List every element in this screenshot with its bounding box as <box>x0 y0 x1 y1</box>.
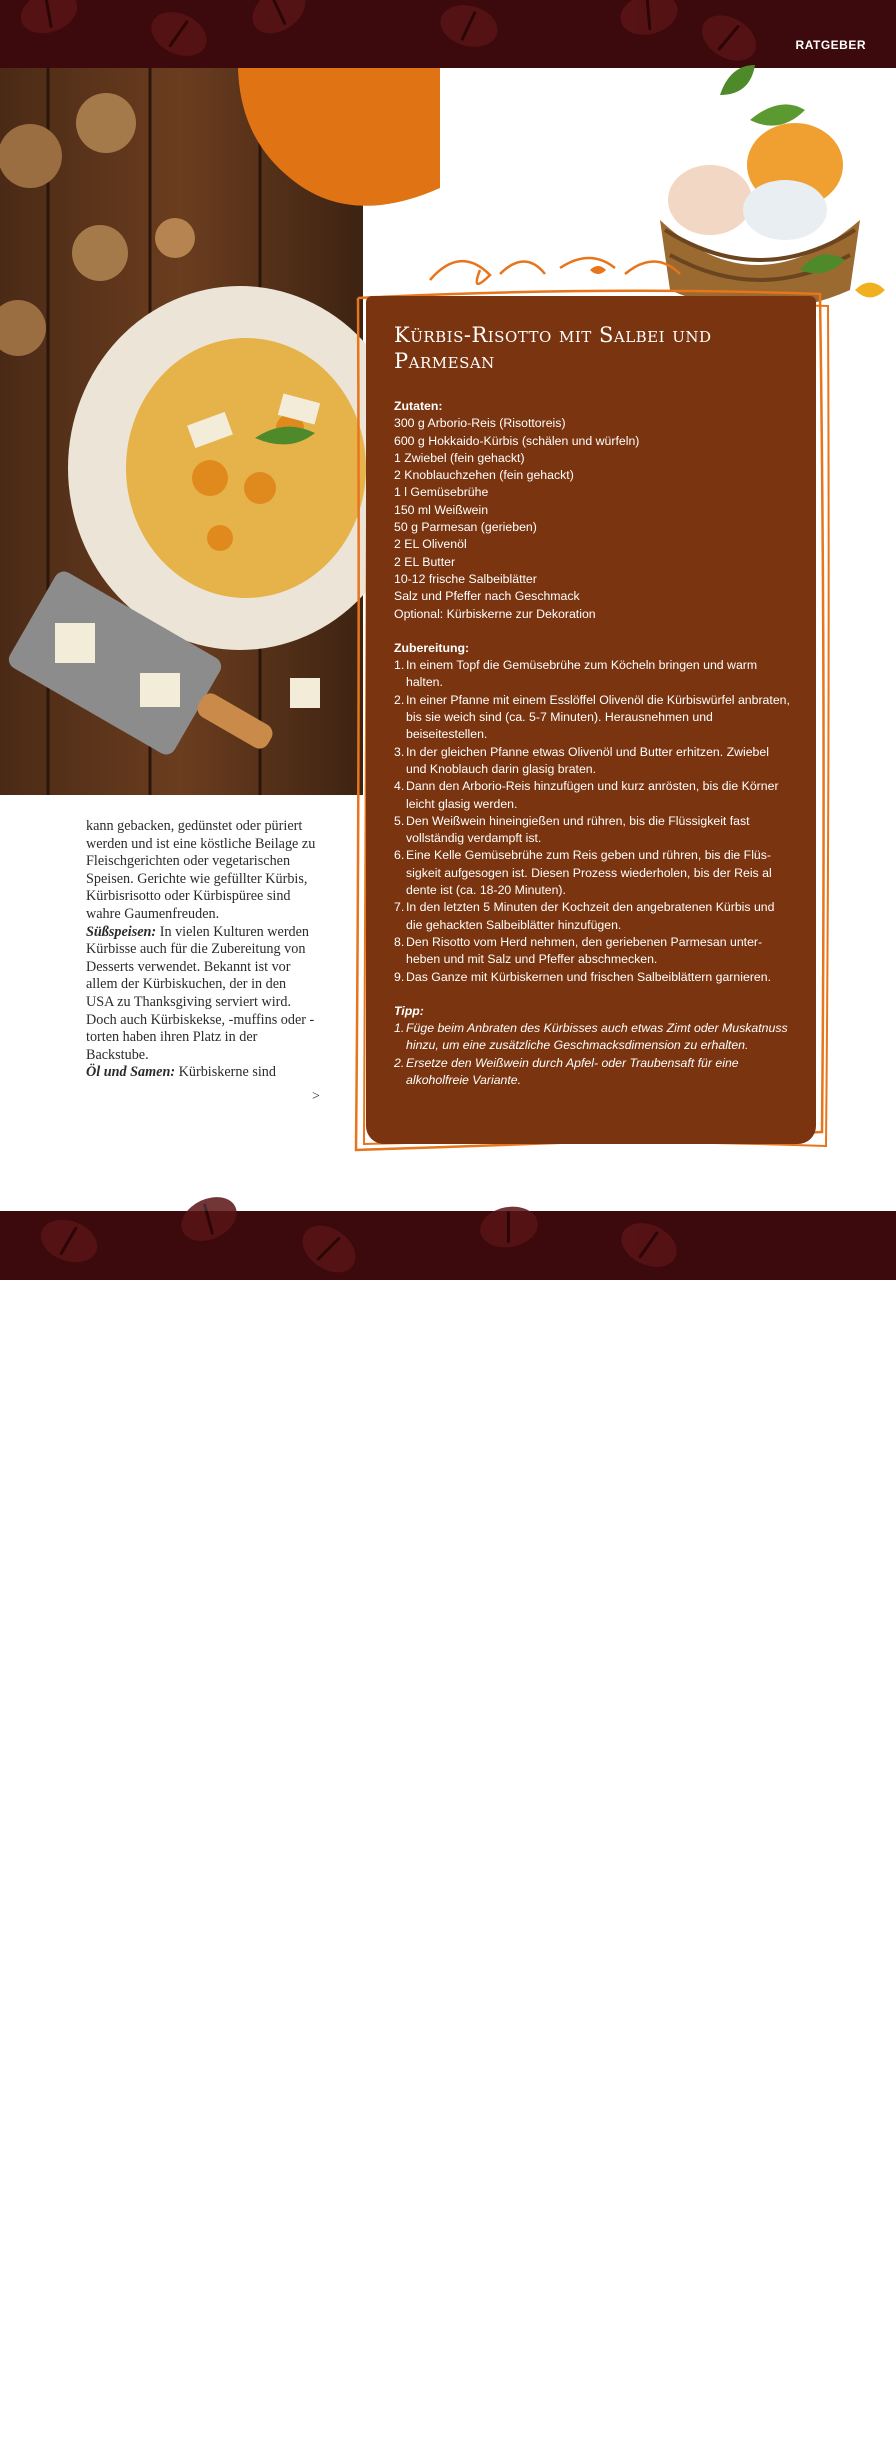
ingredients-list <box>394 415 790 623</box>
tips-list <box>394 1020 790 1089</box>
recipe-title: Kürbis-Risotto mit Salbei und Parmesan <box>394 323 712 373</box>
ingredient-item: 150 ml Weißwein <box>394 502 489 517</box>
ingredient-item: 2 Knoblauchzehen (fein gehackt) <box>394 468 574 483</box>
ingredient-item: 1 Zwiebel (fein gehackt) <box>394 450 525 465</box>
ingredient-item: 50 g Parmesan (gerieben) <box>394 520 537 535</box>
step-item <box>394 934 790 969</box>
coffee-bean-decoration <box>144 4 213 65</box>
step-item <box>394 813 790 848</box>
step-text: Dann den Arborio-Reis hinzufügen und kurz anrösten, bis die Körner leicht glasig werden. <box>406 779 779 811</box>
header-band <box>0 0 896 68</box>
coffee-bean-decoration <box>35 1212 103 1269</box>
ingredient-item: 2 EL Butter <box>394 554 456 569</box>
coffee-bean-decoration <box>616 0 682 41</box>
step-number: 8. <box>394 934 405 949</box>
step-number: 1. <box>394 658 405 673</box>
coffee-bean-decoration <box>436 0 502 53</box>
footer-url: www.haus-garten-test.de <box>745 2454 828 2461</box>
paragraph-text: In vielen Kulturen werden Kürbisse auch für die Zubereitung von Desserts verwendet. Bekannt ist vor allem der Kürbiskuchen, der in den USA zu Thanksgiving serviert wird. Doch auch Kürbiskekse, -muffins oder -torten haben ihren Platz in der Backstube. <box>86 923 315 1063</box>
step-text: In einer Pfanne mit einem Esslöffel Olivenöl die Kürbiswürfel anbraten, bis sie weich sind (ca. 5-7 Minuten). Herausnehmen und beiseitestellen. <box>406 692 790 742</box>
step-text: In den letzten 5 Minuten der Kochzeit den angebratenen Kürbis und die gehackten Salbeiblätter hinzufügen. <box>406 900 775 932</box>
continue-arrow: > <box>312 1089 320 1104</box>
section-label: RATGEBER <box>795 38 866 52</box>
step-item <box>394 692 790 744</box>
tip-item <box>394 1020 790 1055</box>
paragraph <box>86 924 316 1065</box>
step-number: 9. <box>394 969 405 984</box>
tip-item <box>394 1055 790 1090</box>
paragraph-text: Kürbiskerne sind <box>175 1064 276 1081</box>
step-item <box>394 899 790 934</box>
recipe-content <box>394 398 790 1089</box>
risotto-photo <box>0 68 363 795</box>
coffee-bean-decoration <box>15 0 83 41</box>
ingredient-item: 1 l Gemüsebrühe <box>394 485 489 500</box>
step-item <box>394 969 790 986</box>
ingredient-item: 300 g Arborio-Reis (Risottoreis) <box>394 416 566 431</box>
steps-list <box>394 657 790 986</box>
step-text: Das Ganze mit Kürbiskernen und frischen Salbeiblättern garnieren. <box>406 969 772 984</box>
paragraph <box>86 1064 316 1082</box>
paragraph-label: Süßspeisen: <box>86 923 157 940</box>
coffee-bean-decoration <box>614 1215 683 1276</box>
coffee-bean-decoration <box>174 1189 243 1250</box>
ingredient-item: 10-12 frische Salbeiblätter <box>394 571 537 586</box>
tip-text: Ersetze den Weißwein durch Apfel- oder Traubensaft für eine alkoholfreie Variante. <box>406 1055 739 1087</box>
step-number: 5. <box>394 813 405 828</box>
footer-band <box>0 1211 896 2462</box>
step-text: Den Risotto vom Herd nehmen, den geriebenen Parmesan unterheben und mit Salz und Pfeffer abschmecken. <box>406 934 763 967</box>
tip-number: 1. <box>394 1021 405 1036</box>
paragraph: kann gebacken, gedünstet oder püriert werden und ist eine köstliche Beilage zu Fleischgerichten oder vegetarischen Speisen. Gerichte wie gefüllter Kürbis, Kürbisrisotto oder Kürbispüree sind wahre Gaumenfreuden. <box>86 818 316 922</box>
step-number: 2. <box>394 692 405 707</box>
step-number: 7. <box>394 900 405 915</box>
step-item <box>394 847 790 899</box>
ingredient-item: 600 g Hokkaido-Kürbis (schälen und würfeln) <box>394 433 640 448</box>
ingredients-heading: Zutaten: <box>394 399 443 413</box>
step-text: Den Weißwein hineingießen und rühren, bis die Flüssigkeit fast vollständig verdampft ist. <box>406 813 750 846</box>
step-text: In einem Topf die Gemüsebrühe zum Köcheln bringen und warm halten. <box>406 658 758 690</box>
ingredient-item: Salz und Pfeffer nach Geschmack <box>394 589 580 604</box>
coffee-bean-decoration <box>244 0 314 43</box>
coffee-bean-decoration <box>294 1216 364 1282</box>
step-item <box>394 778 790 813</box>
steps-heading: Zubereitung: <box>394 640 470 655</box>
step-item <box>394 744 790 779</box>
page-number: 81 <box>852 2451 864 2462</box>
step-number: 4. <box>394 779 405 794</box>
step-text: Eine Kelle Gemüsebrühe zum Reis geben und rühren, bis die Flüssigkeit aufgesogen ist. Diesen Prozess wiederholen, bis der Reis al dente ist (ca. 18-20 Minuten). <box>406 848 772 898</box>
ingredient-item: 2 EL Olivenöl <box>394 537 467 552</box>
coffee-bean-decoration <box>477 1202 541 1251</box>
tip-number: 2. <box>394 1055 405 1070</box>
step-text: In der gleichen Pfanne etwas Olivenöl und Butter erhitzen. Zwiebel und Knoblauch darin glasig braten. <box>406 744 769 776</box>
step-number: 6. <box>394 848 405 863</box>
tips-section <box>394 1003 790 1089</box>
article-body <box>86 818 316 1082</box>
tip-text: Füge beim Anbraten des Kürbisses auch etwas Zimt oder Muskatnuss hinzu, um eine zusätzliche Geschmacksdimension zu erhalten. <box>406 1021 788 1053</box>
tips-heading: Tipp: <box>394 1003 424 1018</box>
step-item <box>394 657 790 692</box>
step-number: 3. <box>394 744 405 759</box>
ingredient-item: Optional: Kürbiskerne zur Dekoration <box>394 606 596 621</box>
paragraph-label: Öl und Samen: <box>86 1064 176 1081</box>
